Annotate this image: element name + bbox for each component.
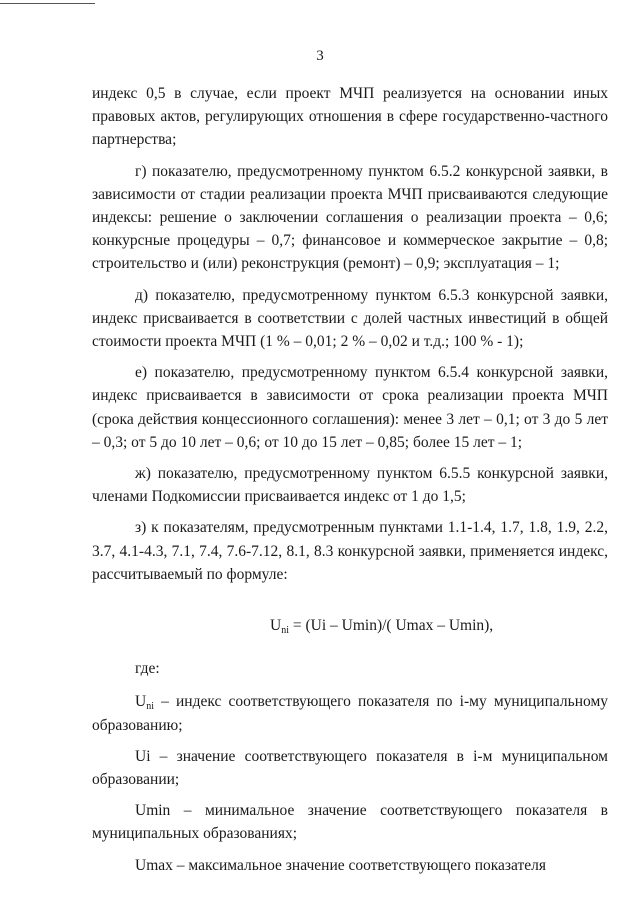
paragraph-zh: ж) показателю, предусмотренному пунктом 6.5.5 конкурсной заявки, членами Подкомиссии присваивается индекс от 1 до 1,5;: [92, 465, 608, 506]
paragraph-z: з) к показателям, предусмотренным пунктами 1.1-1.4, 1.7, 1.8, 1.9, 2.2, 3.7, 4.1-4.3, 7.1, 7.4, 7.6-7.12, 8.1, 8.3 конкурсной заявки, применяется индекс, рассчитываемый по формуле:: [92, 519, 608, 583]
formula-lhs-subscript: ni: [281, 625, 289, 637]
definition-uni-text: – индекс соответствующего показателя по i-му муниципальному образованию;: [92, 693, 608, 734]
page-number: 3: [316, 48, 324, 64]
definition-uni-symbol: U: [135, 693, 147, 711]
definition-ui: Ui – значение соответствующего показателя в i-м муниципальном образовании;: [92, 747, 608, 789]
paragraph-continuation: индекс 0,5 в случае, если проект МЧП реализуется на основании иных правовых актов, регулирующих отношения в сфере государственно-частного партнерства;: [92, 85, 608, 149]
formula: [92, 614, 608, 637]
definition-umax: Umax – максимальное значение соответствующего показателя: [135, 856, 547, 874]
definition-uni: [92, 690, 608, 736]
definition-umin: Umin – минимальное значение соответствующего показателя в муниципальных образованиях;: [92, 802, 608, 843]
formula-lhs: U: [270, 617, 282, 635]
scan-top-edge-line: [0, 3, 95, 4]
definition-uni-subscript: ni: [146, 701, 154, 713]
document-body: [92, 82, 608, 877]
where-label: где:: [135, 660, 160, 678]
paragraph-d: д) показателю, предусмотренному пунктом 6.5.3 конкурсной заявки, индекс присваивается в соответствии с долей частных инвестиций в общей стоимости проекта МЧП (1 % – 0,01; 2 % – 0,02 и т.д.; 100 % - 1);: [92, 286, 608, 351]
formula-rhs: = (Ui – Umin)/( Umax – Umin),: [288, 617, 494, 635]
paragraph-g: г) показателю, предусмотренному пунктом 6.5.2 конкурсной заявки, в зависимости от стадии реализации проекта МЧП присваиваются следующие индексы: решение о заключении соглашения о реализации проекта – 0,6; конкурсные процедуры – 0,7; финансовое и коммерческое закрытие – 0,8; строительство и (или) реконструкция (ремонт) – 0,9; эксплуатация – 1;: [92, 162, 608, 273]
paragraph-e: е) показателю, предусмотренному пунктом 6.5.4 конкурсной заявки, индекс присваивается в зависимости от срока реализации проекта МЧП (срока действия концессионного соглашения): менее 3 лет – 0,1; от 3 до 5 лет – 0,3; от 5 до 10 лет – 0,6; от 10 до 15 лет – 0,85; более 15 лет – 1;: [92, 364, 608, 451]
